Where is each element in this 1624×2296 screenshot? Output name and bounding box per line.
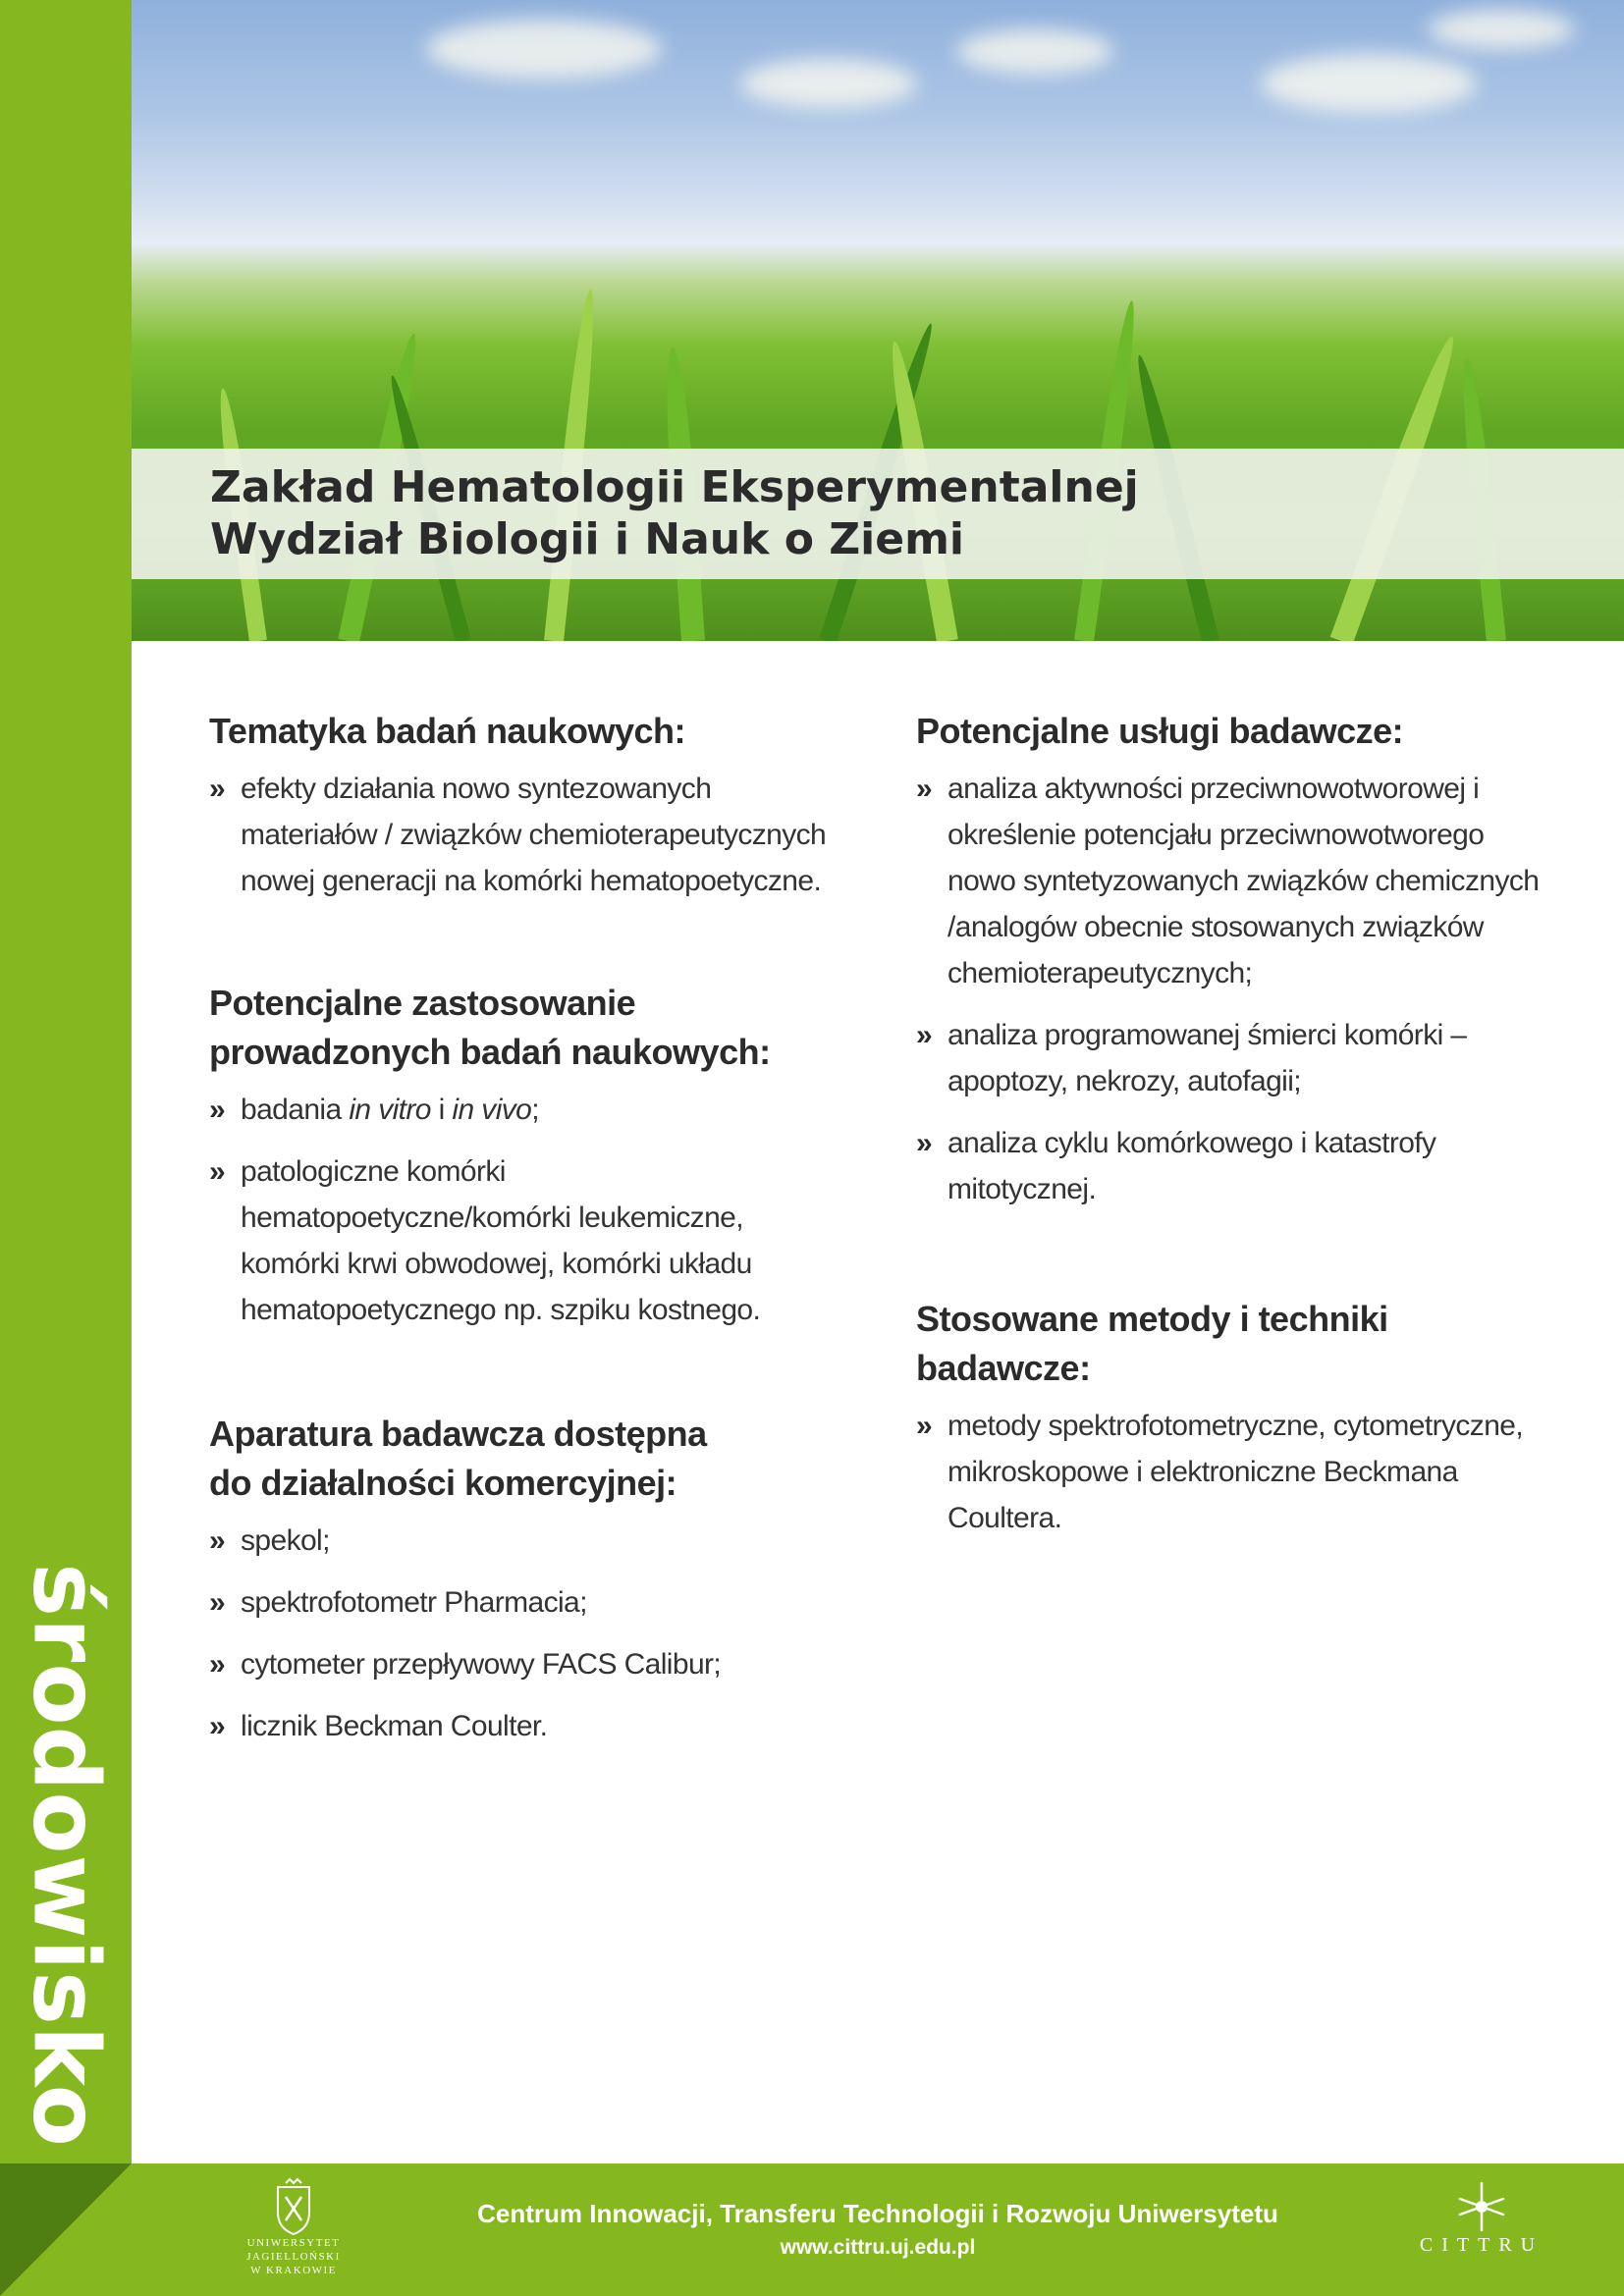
list-item: » metody spektrofotometryczne, cytometryczne, mikroskopowe i elektroniczne Beckmana Coultera. [916, 1403, 1544, 1541]
services-section [916, 707, 1544, 1212]
bullet-icon: » [209, 1524, 226, 1557]
header-band [132, 449, 1624, 579]
corner-triangle [0, 2163, 132, 2296]
research-topics-section [209, 707, 838, 904]
faculty-name: Wydział Biologii i Nauk o Ziemi [210, 514, 965, 564]
footer-org-name: Centrum Innowacji, Transferu Technologii i Rozwoju Uniwersytetu [477, 2199, 1278, 2228]
list-item: » analiza aktywności przeciwnowotworowej i określenie potencjału przeciwnowotworego nowo syntetyzowanych związków chemicznych /analogów obecnie stosowanych związków chemioterapeutycznych; [916, 766, 1544, 996]
bullet-icon: » [209, 1094, 226, 1126]
cittru-wordmark: CITTRU [1419, 2234, 1544, 2256]
left-column [209, 707, 838, 1798]
department-name: Zakład Hematologii Eksperymentalnej [210, 462, 1139, 512]
applications-section [209, 979, 838, 1333]
methods-section [916, 1295, 1544, 1541]
section-title: Potencjalne zastosowanie prowadzonych badań naukowych: [209, 983, 771, 1072]
bullet-icon: » [916, 773, 933, 805]
bullet-icon: » [209, 1155, 226, 1188]
section-title: Aparatura badawcza dostępna do działalności komercyjnej: [209, 1414, 707, 1503]
equipment-section [209, 1410, 838, 1749]
section-title: Tematyka badań naukowych: [209, 711, 685, 751]
sidebar-band [0, 0, 132, 2163]
bullet-icon: » [209, 773, 226, 805]
list-item: » badania in vitro i in vivo; [209, 1087, 838, 1133]
right-column [916, 707, 1544, 1590]
list-item: » spektrofotometr Pharmacia; [209, 1579, 838, 1626]
list-item: » efekty działania nowo syntezowanych materiałów / związków chemioterapeutycznych nowej generacji na komórki hematopoetyczne. [209, 766, 838, 904]
footer [132, 2163, 1624, 2296]
list-item: » spekol; [209, 1518, 838, 1564]
footer-corner [0, 2163, 132, 2296]
uj-city: W KRAKOWIE [250, 2265, 337, 2276]
bullet-icon: » [209, 1586, 226, 1619]
list-item: » cytometer przepływowy FACS Calibur; [209, 1641, 838, 1687]
uj-name: UNIWERSYTET JAGIELLOŃSKI [246, 2237, 341, 2263]
bullet-icon: » [209, 1648, 226, 1681]
bullet-icon: » [916, 1019, 933, 1051]
sidebar-label: środowisko [13, 1563, 119, 2148]
bullet-icon: » [916, 1410, 933, 1442]
list-item: » analiza programowanej śmierci komórki – apoptozy, nekrozy, autofagii; [916, 1012, 1544, 1104]
bullet-icon: » [209, 1710, 226, 1742]
section-title: Stosowane metody i techniki badawcze: [916, 1299, 1388, 1388]
cittru-logo [1408, 2179, 1555, 2257]
bullet-icon: » [916, 1127, 933, 1159]
list-item: » patologiczne komórki hematopoetyczne/komórki leukemiczne, komórki krwi obwodowej, komórki układu hematopoetycznego np. szpiku kostnego. [209, 1148, 838, 1333]
cittru-star-icon [1454, 2179, 1509, 2234]
footer-url-link[interactable]: www.cittru.uj.edu.pl [780, 2236, 976, 2259]
list-item: » analiza cyklu komórkowego i katastrofy mitotycznej. [916, 1120, 1544, 1212]
list-item: » licznik Beckman Coulter. [209, 1703, 838, 1749]
section-title: Potencjalne usługi badawcze: [916, 711, 1404, 751]
